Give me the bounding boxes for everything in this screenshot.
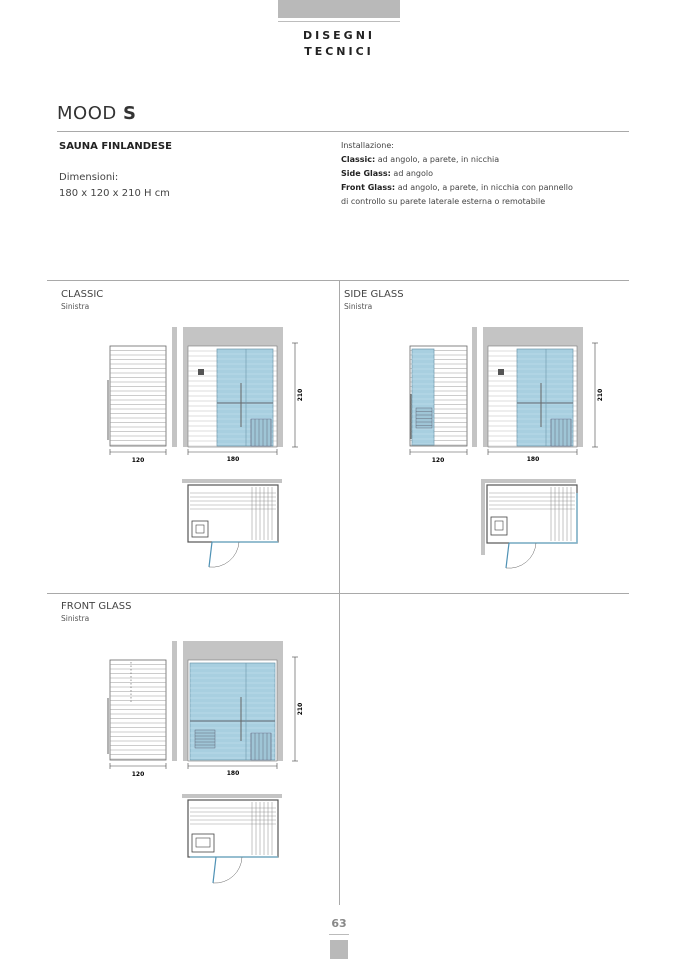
front-glass-plan-view [182,794,292,886]
front-glass-dim-height: 210 [297,702,304,716]
side-glass-side-wall [472,327,477,447]
front-glass-side-wall [172,641,177,761]
grid-rule-top [47,280,629,281]
header-line [278,21,400,22]
side-glass-dim-height: 210 [597,388,604,402]
header-bar [278,0,400,18]
grid-divider [339,280,340,905]
installation-front-2: di controllo su parete laterale esterna o remotabile [341,197,546,206]
panel-subtitle-side-glass: Sinistra [344,302,373,311]
footer-bar [330,940,348,959]
side-glass-front-view [483,327,603,466]
side-glass-plan-view [481,479,591,571]
panel-subtitle-classic: Sinistra [61,302,90,311]
installation-label: Installazione: [341,141,394,150]
product-type: SAUNA FINLANDESE [59,141,172,152]
classic-side-view [107,344,169,466]
panel-title-side-glass: SIDE GLASS [344,289,404,300]
dimensions-label: Dimensioni: [59,172,119,183]
front-value-1: ad angolo, a parete, in nicchia con pannello [397,183,573,192]
front-glass-side-view [107,658,169,780]
classic-plan-view [182,479,292,569]
page-title [57,103,136,124]
classic-key: Classic: [341,155,376,164]
panel-subtitle-front-glass: Sinistra [61,614,90,623]
classic-front-view [183,327,303,466]
side-value: ad angolo [393,169,434,178]
front-key: Front Glass: [341,183,396,192]
grid-rule-middle [47,593,629,594]
front-glass-dim-side: 120 [131,771,145,778]
installation-side [341,167,433,181]
title-rule [57,131,629,132]
classic-side-wall [172,327,177,447]
page-number: 63 [331,917,347,930]
product-model: S [122,103,137,124]
side-glass-dim-side: 120 [431,457,445,464]
side-key: Side Glass: [341,169,391,178]
panel-title-front-glass: FRONT GLASS [61,601,132,612]
dimensions-value: 180 x 120 x 210 H cm [59,188,170,199]
classic-dim-height: 210 [297,388,304,402]
side-glass-dim-front: 180 [526,456,540,463]
section-title-line2: TECNICI [304,45,374,58]
installation-front [341,181,573,195]
panel-title-classic: CLASSIC [61,289,104,300]
side-glass-side-view [408,344,470,466]
product-name: MOOD [57,103,117,124]
classic-dim-side: 120 [131,457,145,464]
front-glass-front-view [183,641,303,780]
classic-dim-front: 180 [226,456,240,463]
classic-value: ad angolo, a parete, in nicchia [377,155,500,164]
page-number-rule [329,934,349,935]
front-glass-dim-front: 180 [226,770,240,777]
installation-classic [341,153,499,167]
section-title-line1: DISEGNI [303,29,375,42]
